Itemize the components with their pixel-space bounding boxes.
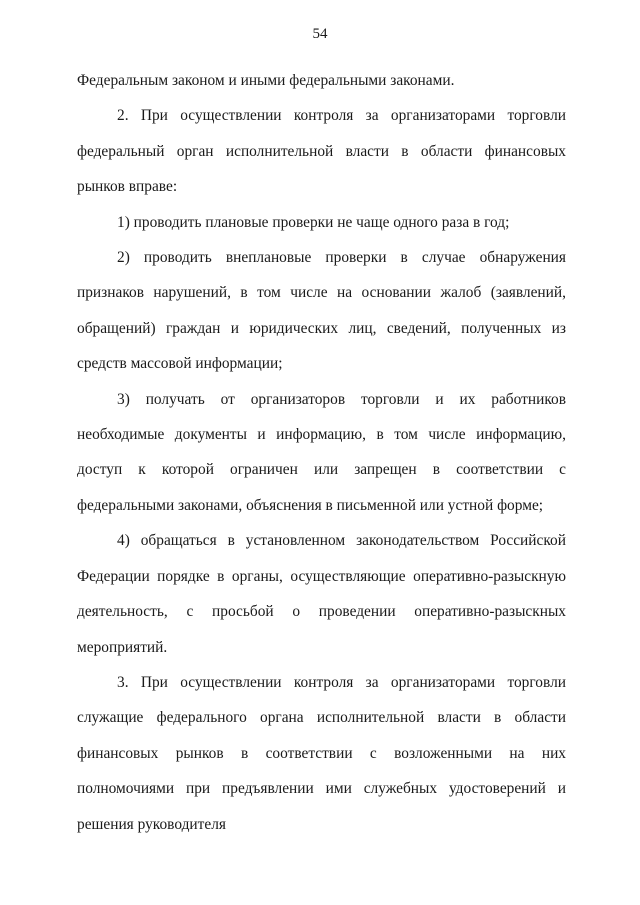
paragraph-continuation: Федеральным законом и иными федеральными законами.	[77, 72, 455, 89]
paragraph-clause-2: 2. При осуществлении контроля за организаторами торговли федеральный орган исполнительной власти в области финансовых рынков вправе:	[77, 107, 566, 196]
document-body	[77, 63, 566, 842]
list-item-4: 4) обращаться в установленном законодательством Российской Федерации порядке в органы, осуществляющие оперативно-разыскную деятельность, с просьбой о проведении оперативно-разыскных мероприятий.	[77, 532, 566, 656]
list-item-3: 3) получать от организаторов торговли и их работников необходимые документы и информацию, в том числе информацию, доступ к которой ограничен или запрещен в соответствии с федеральными законами, объяснения в письменной или устной форме;	[77, 390, 566, 514]
paragraph-clause-3: 3. При осуществлении контроля за организаторами торговли служащие федерального органа исполнительной власти в области финансовых рынков в соответствии с возложенными на них полномочиями при предъявлении ими служебных удостоверений и решения руководителя	[77, 673, 566, 833]
page-number: 54	[312, 26, 328, 42]
list-item-1: 1) проводить плановые проверки не чаще одного раза в год;	[117, 213, 510, 231]
list-item-2: 2) проводить внеплановые проверки в случае обнаружения признаков нарушений, в том числе на основании жалоб (заявлений, обращений) граждан и юридических лиц, сведений, полученных из средств массовой информации;	[77, 249, 566, 373]
